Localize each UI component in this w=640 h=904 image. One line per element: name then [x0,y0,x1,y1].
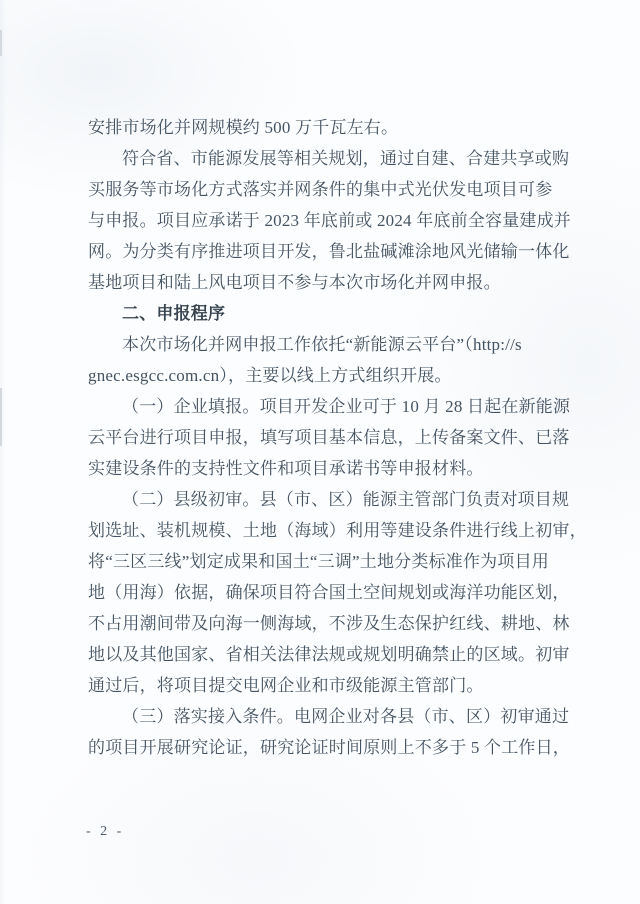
text-line: 与申报。项目应承诺于 2023 年底前或 2024 年底前全容量建成并 [88,211,571,230]
text-line: 实建设条件的支持性文件和项目承诺书等申报材料。 [88,459,484,478]
text-line: （二）县级初审。县（市、区）能源主管部门负责对项目规 [122,490,570,509]
text-line: 将“三区三线”划定成果和国土“三调”土地分类标准作为项目用 [88,552,549,571]
text-line: 云平台进行项目申报，填写项目基本信息，上传备案文件、已落 [88,428,570,447]
text-line: gnec.esgcc.com.cn），主要以线上方式组织开展。 [88,366,452,385]
text-line: 地以及其他国家、省相关法律法规或规划明确禁止的区域。初审 [88,645,570,664]
text-line: 的项目开展研究论证，研究论证时间原则上不多于 5 个工作日， [88,738,570,757]
scan-edge-artifact [0,30,2,56]
text-line: 本次市场化并网申报工作依托“新能源云平台”（http://s [122,335,522,354]
section-heading: 二、申报程序 [122,304,226,323]
text-line: 基地项目和陆上风电项目不参与本次市场化并网申报。 [88,273,501,292]
text-line: （三）落实接入条件。电网企业对各县（市、区）初审通过 [122,707,570,726]
text-line: （一）企业填报。项目开发企业可于 10 月 28 日起在新能源 [122,397,571,416]
text-line: 不占用潮间带及向海一侧海域，不涉及生态保护红线、耕地、林 [88,614,570,633]
document-body [88,112,587,763]
scan-edge-artifact [0,388,2,446]
text-line: 划选址、装机规模、土地（海域）利用等建设条件进行线上初审， [88,521,587,540]
text-line: 通过后，将项目提交电网企业和市级能源主管部门。 [88,676,484,695]
text-line: 买服务等市场化方式落实并网条件的集中式光伏发电项目可参 [88,180,553,199]
page-number: - 2 - [86,824,125,839]
text-line: 安排市场化并网规模约 500 万千瓦左右。 [88,118,399,137]
text-line: 网。为分类有序推进项目开发，鲁北盐碱滩涂地风光储输一体化 [88,242,570,261]
text-line: 符合省、市能源发展等相关规划，通过自建、合建共享或购 [122,149,570,168]
text-line: 地（用海）依据，确保项目符合国土空间规划或海洋功能区划， [88,583,570,602]
